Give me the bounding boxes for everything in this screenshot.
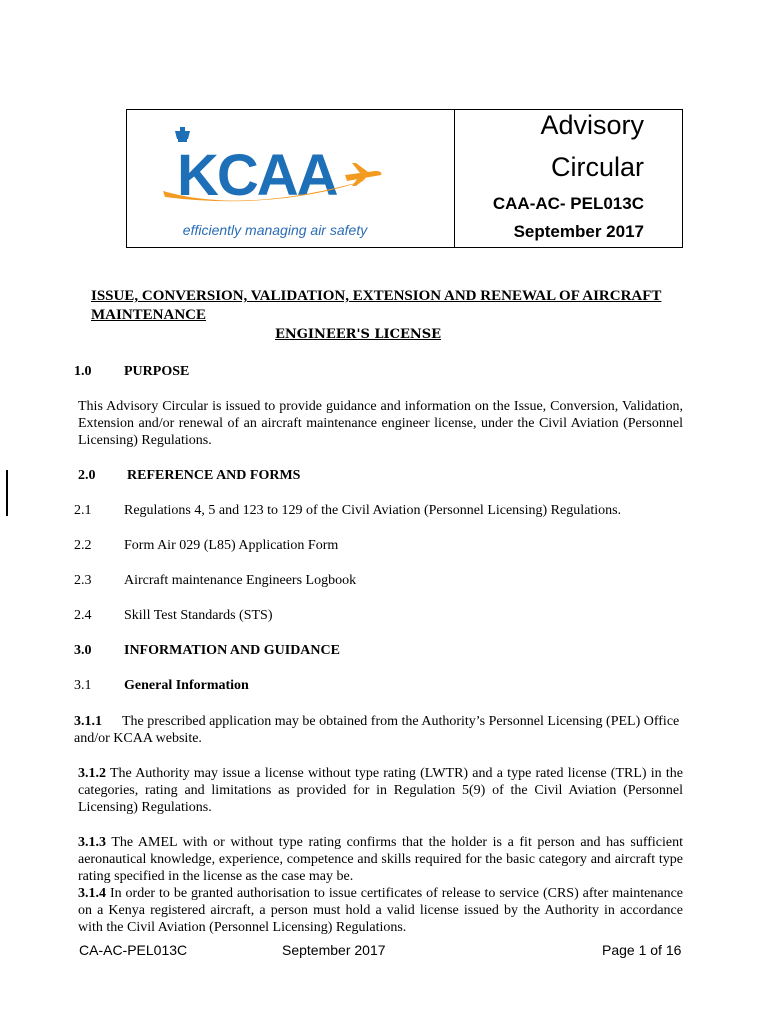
section-number: 2.0 [78, 468, 96, 483]
paragraph-text: In order to be granted authorisation to issue certificates of release to service (CRS) after maintenance on a Kenya registered aircraft, a person must hold a valid license issued by the Authority in accordance with the Civil Aviation (Personnel Licensing) Regulations. [78, 886, 684, 935]
list-item: Regulations 4, 5 and 123 to 129 of the Civil Aviation (Personnel Licensing) Regulations. [124, 503, 622, 518]
doc-title-line1: ISSUE, CONVERSION, VALIDATION, EXTENSION AND RENEWAL OF AIRCRAFT [91, 288, 662, 304]
doc-date: September 2017 [513, 222, 644, 241]
control-tower-icon [175, 127, 190, 142]
logo-tagline: efficiently managing air safety [182, 222, 368, 238]
paragraph-text: The Authority may issue a license without type rating (LWTR) and a type rated license (TRL) in the categories, rating and limitations as provided for in Regulation 5(9) of the Civil Aviation (Personnel Licensing) Regulations. [78, 766, 684, 815]
paragraph-number: 3.1.3 [78, 835, 106, 850]
list-item-number: 2.2 [74, 538, 92, 553]
footer-page-number: Page 1 of 16 [602, 942, 682, 958]
list-item: Form Air 029 (L85) Application Form [124, 538, 339, 553]
paragraph-text: The prescribed application may be obtained from the Authority’s Personnel Licensing (PEL) Office and/or KCAA website. [74, 714, 680, 746]
paragraph-number: 3.1.2 [78, 766, 106, 781]
footer-date: September 2017 [282, 942, 386, 958]
section-number: 3.0 [74, 643, 92, 658]
paragraph-3-1-1 [74, 713, 686, 747]
footer-doc-number: CA-AC-PEL013C [79, 942, 188, 958]
doc-title-line2: MAINTENANCE [91, 307, 207, 323]
paragraph-number: 3.1.1 [74, 714, 102, 729]
change-bar [6, 470, 8, 516]
list-item: Aircraft maintenance Engineers Logbook [124, 573, 357, 588]
section-heading-purpose: PURPOSE [124, 364, 190, 379]
paragraph-text: The AMEL with or without type rating confirms that the holder is a fit person and has sufficient aeronautical knowledge, experience, competence and skills required for the basic category and aircraft type rating specified in the license as the case may be. [78, 835, 683, 884]
subsection-heading: General Information [124, 678, 249, 693]
list-item-number: 2.3 [74, 573, 92, 588]
subsection-number: 3.1 [74, 678, 92, 693]
airplane-icon [345, 163, 381, 186]
list-item-number: 2.4 [74, 608, 92, 623]
paragraph-number: 3.1.4 [78, 886, 106, 901]
list-item: Skill Test Standards (STS) [124, 608, 273, 623]
logo-wordmark: KCAA [177, 143, 337, 208]
paragraph-3-1-3 [78, 834, 683, 885]
section-number: 1.0 [74, 364, 92, 379]
doc-type-line1: Advisory [540, 110, 644, 140]
section-heading-reference: REFERENCE AND FORMS [127, 468, 301, 483]
paragraph-3-1-2 [78, 765, 683, 816]
paragraph-3-1-4 [78, 885, 683, 936]
purpose-paragraph: This Advisory Circular is issued to provide guidance and information on the Issue, Conversion, Validation, Extension and/or renewal of an aircraft maintenance engineer license, under the Civil Aviation (Personnel Licensing) Regulations. [78, 399, 683, 448]
kcaa-logo [155, 115, 395, 243]
doc-type-line2: Circular [550, 152, 644, 182]
document-header [126, 109, 683, 248]
doc-number: CAA-AC- PEL013C [492, 194, 644, 213]
section-heading-information: INFORMATION AND GUIDANCE [124, 643, 340, 658]
doc-title-line3: ENGINEER'S LICENSE [275, 327, 442, 342]
list-item-number: 2.1 [74, 503, 92, 518]
